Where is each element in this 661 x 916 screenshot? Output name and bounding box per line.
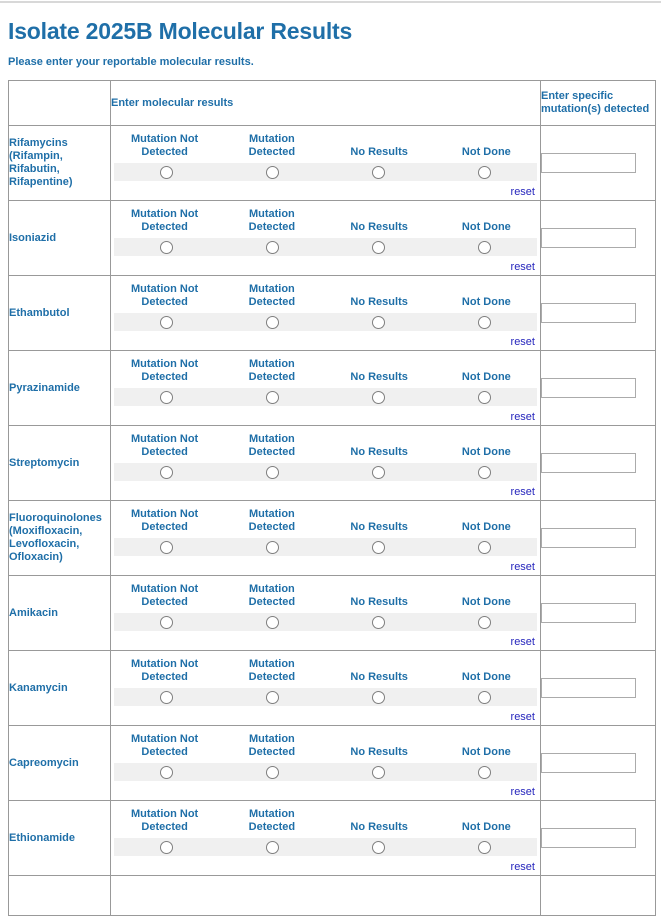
reset-link[interactable]: reset xyxy=(510,261,535,273)
radio-not-done[interactable] xyxy=(478,466,491,479)
option-label-mutation-not-detected: Mutation Not Detected xyxy=(131,583,199,608)
reset-link[interactable]: reset xyxy=(510,486,535,498)
radio-cell-mutation-detected[interactable] xyxy=(220,163,326,181)
radio-cell-not-done[interactable] xyxy=(431,538,537,556)
radio-cell-mutation-not-detected[interactable] xyxy=(114,838,220,856)
option-label-mutation-not-detected: Mutation Not Detected xyxy=(131,658,199,683)
radio-cell-no-results[interactable] xyxy=(326,613,432,631)
radio-no-results[interactable] xyxy=(372,316,385,329)
radio-no-results[interactable] xyxy=(372,841,385,854)
drug-name: Fluoroquinolones (Moxifloxacin, Levofloxacin, Ofloxacin) xyxy=(9,512,102,563)
partial-row-cell xyxy=(541,876,656,916)
radio-mutation-not-detected[interactable] xyxy=(160,466,173,479)
results-cell xyxy=(111,576,541,651)
reset-link[interactable]: reset xyxy=(510,711,535,723)
radio-not-done[interactable] xyxy=(478,541,491,554)
radio-cell-not-done[interactable] xyxy=(431,313,537,331)
option-label-mutation-detected: Mutation Detected xyxy=(248,208,296,233)
drug-name-cell xyxy=(9,201,111,276)
radio-mutation-not-detected[interactable] xyxy=(160,166,173,179)
reset-row xyxy=(111,181,540,200)
reset-row xyxy=(111,481,540,500)
partial-row-cell xyxy=(111,876,541,916)
radio-cell-mutation-not-detected[interactable] xyxy=(114,763,220,781)
drug-name: Capreomycin xyxy=(9,756,79,769)
radio-cell-mutation-not-detected[interactable] xyxy=(114,688,220,706)
radio-cell-mutation-detected[interactable] xyxy=(220,688,326,706)
drug-row xyxy=(9,576,656,651)
option-labels xyxy=(111,126,540,159)
partial-row xyxy=(9,876,656,916)
option-labels xyxy=(111,801,540,834)
option-labels xyxy=(111,351,540,384)
drug-row xyxy=(9,201,656,276)
drug-name-cell xyxy=(9,501,111,576)
specific-mutation-input[interactable] xyxy=(541,828,636,848)
header-enter-specific-mutations: Enter specific mutation(s) detected xyxy=(541,81,656,126)
option-label-not-done: Not Done xyxy=(461,671,511,683)
radio-cell-no-results[interactable] xyxy=(326,163,432,181)
radio-not-done[interactable] xyxy=(478,391,491,404)
radio-mutation-not-detected[interactable] xyxy=(160,541,173,554)
radio-cell-not-done[interactable] xyxy=(431,688,537,706)
radio-mutation-detected[interactable] xyxy=(266,691,279,704)
reset-row xyxy=(111,631,540,650)
option-label-mutation-detected: Mutation Detected xyxy=(248,583,296,608)
option-label-mutation-not-detected: Mutation Not Detected xyxy=(131,358,199,383)
radio-mutation-not-detected[interactable] xyxy=(160,766,173,779)
option-label-not-done: Not Done xyxy=(461,746,511,758)
radio-mutation-detected[interactable] xyxy=(266,466,279,479)
option-label-not-done: Not Done xyxy=(461,446,511,458)
results-cell xyxy=(111,201,541,276)
radio-no-results[interactable] xyxy=(372,241,385,254)
option-label-mutation-not-detected: Mutation Not Detected xyxy=(131,208,199,233)
drug-name-cell xyxy=(9,351,111,426)
option-label-no-results: No Results xyxy=(350,671,408,683)
option-label-mutation-not-detected: Mutation Not Detected xyxy=(131,508,199,533)
radio-mutation-detected[interactable] xyxy=(266,391,279,404)
drug-row xyxy=(9,276,656,351)
option-label-no-results: No Results xyxy=(350,296,408,308)
results-cell xyxy=(111,726,541,801)
option-label-no-results: No Results xyxy=(350,596,408,608)
drug-name: Ethionamide xyxy=(9,831,76,844)
radio-cell-mutation-not-detected[interactable] xyxy=(114,613,220,631)
reset-row xyxy=(111,331,540,350)
drug-row xyxy=(9,126,656,201)
reset-row xyxy=(111,706,540,725)
drug-name: Ethambutol xyxy=(9,306,70,319)
radio-cell-mutation-not-detected[interactable] xyxy=(114,538,220,556)
specific-mutation-input[interactable] xyxy=(541,453,636,473)
radio-mutation-detected[interactable] xyxy=(266,541,279,554)
results-cell xyxy=(111,351,541,426)
radio-cell-mutation-detected[interactable] xyxy=(220,838,326,856)
drug-name: Rifamycins (Rifampin, Rifabutin, Rifapentine) xyxy=(9,137,73,188)
option-label-no-results: No Results xyxy=(350,521,408,533)
option-label-not-done: Not Done xyxy=(461,296,511,308)
radio-cell-not-done[interactable] xyxy=(431,763,537,781)
mutation-input-cell xyxy=(541,576,656,651)
drug-row xyxy=(9,426,656,501)
drug-row xyxy=(9,351,656,426)
radio-cell-not-done[interactable] xyxy=(431,163,537,181)
radio-cell-mutation-detected[interactable] xyxy=(220,763,326,781)
radio-cell-mutation-detected[interactable] xyxy=(220,388,326,406)
specific-mutation-input[interactable] xyxy=(541,753,636,773)
mutation-input-cell xyxy=(541,501,656,576)
header-enter-molecular-results: Enter molecular results xyxy=(111,81,541,126)
radio-mutation-detected[interactable] xyxy=(266,316,279,329)
mutation-input-cell xyxy=(541,201,656,276)
option-label-mutation-not-detected: Mutation Not Detected xyxy=(131,433,199,458)
option-labels xyxy=(111,501,540,534)
radio-cell-mutation-not-detected[interactable] xyxy=(114,463,220,481)
radio-mutation-detected[interactable] xyxy=(266,166,279,179)
option-labels xyxy=(111,276,540,309)
option-label-not-done: Not Done xyxy=(461,146,511,158)
radio-mutation-not-detected[interactable] xyxy=(160,841,173,854)
radio-not-done[interactable] xyxy=(478,616,491,629)
radio-band xyxy=(114,163,537,181)
option-label-mutation-detected: Mutation Detected xyxy=(248,658,296,683)
reset-row xyxy=(111,256,540,275)
option-labels xyxy=(111,651,540,684)
radio-cell-mutation-detected[interactable] xyxy=(220,313,326,331)
reset-row xyxy=(111,556,540,575)
radio-mutation-not-detected[interactable] xyxy=(160,241,173,254)
option-label-mutation-detected: Mutation Detected xyxy=(248,358,296,383)
mutation-input-cell xyxy=(541,801,656,876)
option-labels xyxy=(111,426,540,459)
drug-name-cell xyxy=(9,651,111,726)
radio-mutation-not-detected[interactable] xyxy=(160,391,173,404)
results-cell xyxy=(111,501,541,576)
radio-band xyxy=(114,463,537,481)
drug-name-cell xyxy=(9,801,111,876)
option-label-no-results: No Results xyxy=(350,821,408,833)
radio-no-results[interactable] xyxy=(372,616,385,629)
radio-not-done[interactable] xyxy=(478,691,491,704)
radio-no-results[interactable] xyxy=(372,466,385,479)
specific-mutation-input[interactable] xyxy=(541,678,636,698)
table-header-row xyxy=(9,81,656,126)
option-label-not-done: Not Done xyxy=(461,596,511,608)
radio-band xyxy=(114,238,537,256)
radio-no-results[interactable] xyxy=(372,691,385,704)
radio-no-results[interactable] xyxy=(372,541,385,554)
mutation-input-cell xyxy=(541,426,656,501)
radio-mutation-not-detected[interactable] xyxy=(160,691,173,704)
radio-cell-mutation-detected[interactable] xyxy=(220,463,326,481)
drug-row xyxy=(9,726,656,801)
specific-mutation-input[interactable] xyxy=(541,153,636,173)
results-cell xyxy=(111,426,541,501)
radio-cell-mutation-detected[interactable] xyxy=(220,238,326,256)
option-label-mutation-not-detected: Mutation Not Detected xyxy=(131,733,199,758)
option-label-mutation-detected: Mutation Detected xyxy=(248,733,296,758)
drug-name: Pyrazinamide xyxy=(9,381,80,394)
radio-cell-no-results[interactable] xyxy=(326,463,432,481)
option-label-mutation-detected: Mutation Detected xyxy=(248,508,296,533)
radio-cell-no-results[interactable] xyxy=(326,838,432,856)
drug-name: Streptomycin xyxy=(9,456,80,469)
radio-cell-mutation-not-detected[interactable] xyxy=(114,388,220,406)
results-cell xyxy=(111,276,541,351)
reset-row xyxy=(111,856,540,875)
top-divider xyxy=(0,0,661,3)
drug-row xyxy=(9,801,656,876)
radio-band xyxy=(114,838,537,856)
mutation-input-cell xyxy=(541,276,656,351)
option-label-no-results: No Results xyxy=(350,446,408,458)
option-label-not-done: Not Done xyxy=(461,221,511,233)
reset-row xyxy=(111,406,540,425)
option-label-mutation-detected: Mutation Detected xyxy=(248,808,296,833)
option-label-not-done: Not Done xyxy=(461,371,511,383)
reset-link[interactable]: reset xyxy=(510,861,535,873)
option-label-not-done: Not Done xyxy=(461,521,511,533)
radio-cell-no-results[interactable] xyxy=(326,313,432,331)
drug-name: Amikacin xyxy=(9,606,58,619)
radio-band xyxy=(114,538,537,556)
mutation-input-cell xyxy=(541,351,656,426)
radio-band xyxy=(114,388,537,406)
radio-mutation-not-detected[interactable] xyxy=(160,316,173,329)
radio-band xyxy=(114,613,537,631)
radio-band xyxy=(114,763,537,781)
radio-not-done[interactable] xyxy=(478,316,491,329)
molecular-results-table xyxy=(8,80,656,916)
radio-cell-not-done[interactable] xyxy=(431,238,537,256)
option-label-no-results: No Results xyxy=(350,746,408,758)
specific-mutation-input[interactable] xyxy=(541,378,636,398)
header-empty-cell xyxy=(9,81,111,126)
radio-mutation-detected[interactable] xyxy=(266,241,279,254)
radio-cell-mutation-not-detected[interactable] xyxy=(114,238,220,256)
drug-name: Kanamycin xyxy=(9,681,68,694)
drug-name: Isoniazid xyxy=(9,231,57,244)
drug-name-cell xyxy=(9,576,111,651)
radio-not-done[interactable] xyxy=(478,766,491,779)
specific-mutation-input[interactable] xyxy=(541,303,636,323)
specific-mutation-input[interactable] xyxy=(541,603,636,623)
radio-not-done[interactable] xyxy=(478,166,491,179)
page-subtitle: Please enter your reportable molecular results. xyxy=(8,56,254,68)
option-label-no-results: No Results xyxy=(350,146,408,158)
option-label-mutation-not-detected: Mutation Not Detected xyxy=(131,133,199,158)
partial-row-cell xyxy=(9,876,111,916)
radio-cell-not-done[interactable] xyxy=(431,388,537,406)
mutation-input-cell xyxy=(541,126,656,201)
radio-mutation-detected[interactable] xyxy=(266,616,279,629)
radio-not-done[interactable] xyxy=(478,241,491,254)
drug-row xyxy=(9,651,656,726)
reset-link[interactable]: reset xyxy=(510,336,535,348)
radio-cell-not-done[interactable] xyxy=(431,838,537,856)
radio-band xyxy=(114,313,537,331)
mutation-input-cell xyxy=(541,651,656,726)
radio-cell-no-results[interactable] xyxy=(326,763,432,781)
option-label-mutation-detected: Mutation Detected xyxy=(248,433,296,458)
drug-name-cell xyxy=(9,126,111,201)
radio-cell-mutation-not-detected[interactable] xyxy=(114,313,220,331)
radio-cell-mutation-detected[interactable] xyxy=(220,538,326,556)
radio-mutation-detected[interactable] xyxy=(266,841,279,854)
option-label-not-done: Not Done xyxy=(461,821,511,833)
reset-link[interactable]: reset xyxy=(510,411,535,423)
results-cell xyxy=(111,801,541,876)
specific-mutation-input[interactable] xyxy=(541,528,636,548)
reset-link[interactable]: reset xyxy=(510,561,535,573)
page-title: Isolate 2025B Molecular Results xyxy=(8,18,353,44)
radio-no-results[interactable] xyxy=(372,391,385,404)
radio-cell-not-done[interactable] xyxy=(431,463,537,481)
radio-mutation-detected[interactable] xyxy=(266,766,279,779)
option-label-no-results: No Results xyxy=(350,371,408,383)
option-labels xyxy=(111,576,540,609)
drug-row xyxy=(9,501,656,576)
radio-cell-no-results[interactable] xyxy=(326,388,432,406)
option-label-mutation-detected: Mutation Detected xyxy=(248,283,296,308)
radio-cell-no-results[interactable] xyxy=(326,688,432,706)
radio-cell-no-results[interactable] xyxy=(326,538,432,556)
drug-name-cell xyxy=(9,426,111,501)
reset-row xyxy=(111,781,540,800)
radio-no-results[interactable] xyxy=(372,166,385,179)
reset-link[interactable]: reset xyxy=(510,786,535,798)
drug-name-cell xyxy=(9,276,111,351)
option-label-mutation-not-detected: Mutation Not Detected xyxy=(131,283,199,308)
radio-cell-no-results[interactable] xyxy=(326,238,432,256)
option-label-mutation-not-detected: Mutation Not Detected xyxy=(131,808,199,833)
drug-name-cell xyxy=(9,726,111,801)
radio-cell-mutation-detected[interactable] xyxy=(220,613,326,631)
option-labels xyxy=(111,201,540,234)
reset-link[interactable]: reset xyxy=(510,636,535,648)
radio-band xyxy=(114,688,537,706)
specific-mutation-input[interactable] xyxy=(541,228,636,248)
mutation-input-cell xyxy=(541,726,656,801)
radio-cell-mutation-not-detected[interactable] xyxy=(114,163,220,181)
results-cell xyxy=(111,126,541,201)
option-labels xyxy=(111,726,540,759)
results-cell xyxy=(111,651,541,726)
radio-cell-not-done[interactable] xyxy=(431,613,537,631)
radio-no-results[interactable] xyxy=(372,766,385,779)
option-label-no-results: No Results xyxy=(350,221,408,233)
option-label-mutation-detected: Mutation Detected xyxy=(248,133,296,158)
radio-not-done[interactable] xyxy=(478,841,491,854)
radio-mutation-not-detected[interactable] xyxy=(160,616,173,629)
reset-link[interactable]: reset xyxy=(510,186,535,198)
